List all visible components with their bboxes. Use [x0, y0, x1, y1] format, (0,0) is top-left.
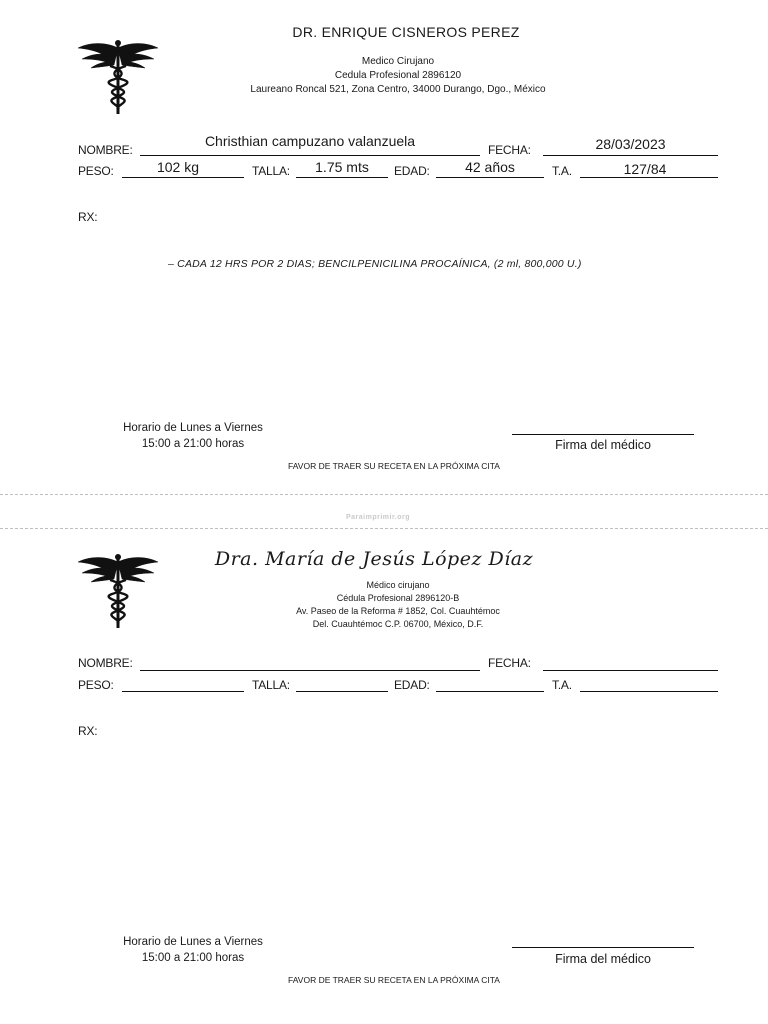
- ta-field[interactable]: 127/84: [623, 161, 667, 177]
- peso-underline: [122, 177, 244, 178]
- ta-underline: [580, 177, 718, 178]
- talla-underline: [296, 177, 388, 178]
- doctor-name: Dra. María de Jesús López Díaz: [214, 548, 534, 570]
- rx-label: RX:: [78, 210, 98, 224]
- caduceus-icon: [76, 552, 160, 630]
- fecha-field[interactable]: [543, 670, 718, 671]
- rx-label: RX:: [78, 724, 98, 738]
- talla-field[interactable]: [296, 691, 388, 692]
- peso-field[interactable]: [122, 691, 244, 692]
- edad-underline: [436, 177, 544, 178]
- edad-label: EDAD:: [394, 678, 430, 692]
- nombre-underline: [140, 155, 480, 156]
- ta-label: T.A.: [552, 164, 572, 178]
- doctor-name: DR. ENRIQUE CISNEROS PEREZ: [292, 24, 520, 40]
- signature-label: Firma del médico: [555, 438, 651, 452]
- watermark: Paraimprimir.org: [346, 514, 411, 521]
- doctor-address-line2: Del. Cuauhtémoc C.P. 06700, México, D.F.: [312, 619, 484, 629]
- fecha-field[interactable]: 28/03/2023: [595, 136, 666, 152]
- signature-line: [512, 434, 694, 435]
- nombre-label: NOMBRE:: [78, 143, 133, 157]
- cut-line-top: [0, 494, 768, 495]
- signature-line: [512, 947, 694, 948]
- doctor-license: Cédula Profesional 2896120-B: [336, 593, 460, 603]
- nombre-label: NOMBRE:: [78, 656, 133, 670]
- doctor-specialty: Médico cirujano: [366, 580, 430, 590]
- fecha-label: FECHA:: [488, 656, 531, 670]
- fecha-underline: [543, 155, 718, 156]
- nombre-field[interactable]: [140, 670, 480, 671]
- doctor-address-line1: Av. Paseo de la Reforma # 1852, Col. Cuauhtémoc: [296, 606, 500, 616]
- fecha-label: FECHA:: [488, 143, 531, 157]
- edad-field[interactable]: [436, 691, 544, 692]
- schedule-line1: Horario de Lunes a Viernes: [123, 422, 263, 434]
- talla-field[interactable]: 1.75 mts: [315, 159, 369, 175]
- schedule-line2: 15:00 a 21:00 horas: [141, 438, 245, 450]
- prescription-text[interactable]: – CADA 12 HRS POR 2 DIAS; BENCILPENICILINA PROCAÍNICA, (2 ml, 800,000 U.): [168, 258, 582, 270]
- peso-field[interactable]: 102 kg: [156, 159, 200, 175]
- doctor-license: Cedula Profesional 2896120: [334, 70, 462, 81]
- caduceus-icon: [76, 38, 160, 116]
- schedule-line2: 15:00 a 21:00 horas: [141, 952, 245, 964]
- talla-label: TALLA:: [252, 678, 290, 692]
- ta-field[interactable]: [580, 691, 718, 692]
- talla-label: TALLA:: [252, 164, 290, 178]
- nombre-field[interactable]: Christhian campuzano valanzuela: [204, 133, 416, 149]
- cut-line-bottom: [0, 528, 768, 529]
- edad-label: EDAD:: [394, 164, 430, 178]
- footer-note: FAVOR DE TRAER SU RECETA EN LA PRÓXIMA CITA: [288, 461, 500, 471]
- ta-label: T.A.: [552, 678, 572, 692]
- peso-label: PESO:: [78, 678, 114, 692]
- signature-label: Firma del médico: [555, 952, 651, 966]
- edad-field[interactable]: 42 años: [465, 159, 515, 175]
- schedule-line1: Horario de Lunes a Viernes: [123, 936, 263, 948]
- peso-label: PESO:: [78, 164, 114, 178]
- footer-note: FAVOR DE TRAER SU RECETA EN LA PRÓXIMA CITA: [288, 975, 500, 985]
- doctor-specialty: Medico Cirujano: [361, 56, 435, 67]
- doctor-address: Laureano Roncal 521, Zona Centro, 34000 Durango, Dgo., México: [250, 84, 546, 95]
